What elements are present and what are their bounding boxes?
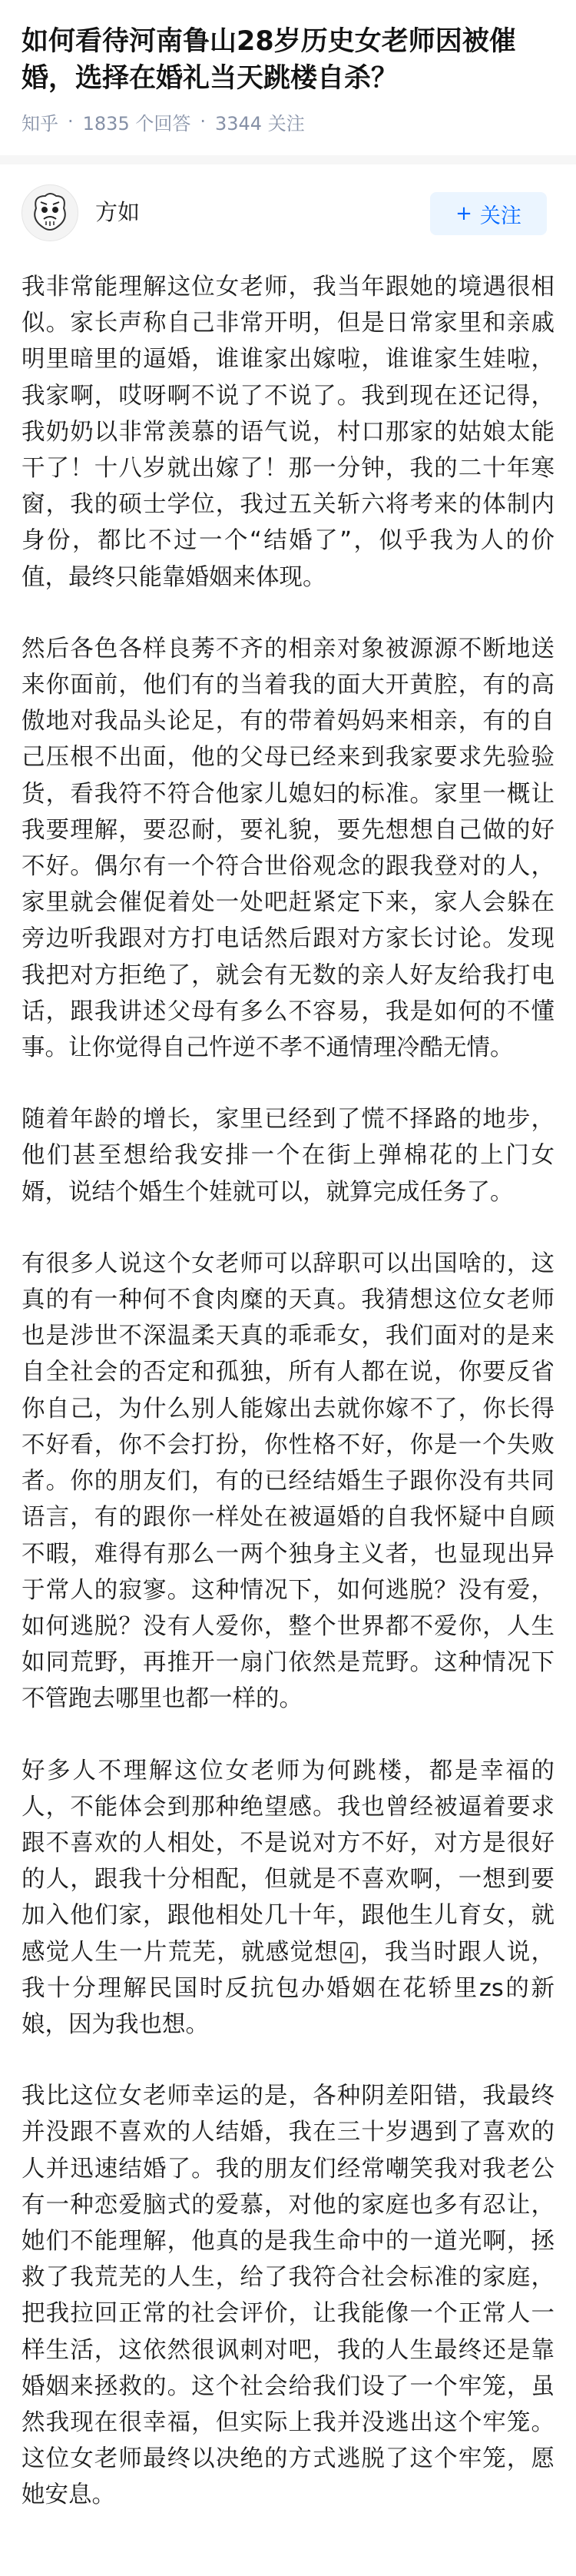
question-meta	[22, 108, 305, 135]
author-name[interactable]: 方如	[95, 199, 141, 225]
meta-separator: ·	[68, 111, 74, 132]
answer-paragraph: 随着年龄的增长，家里已经到了慌不择路的地步，他们甚至想给我安排一个在街上弹棉花的上门女婿，说结个婚生个娃就可以，就算完成任务了。	[22, 1106, 554, 1206]
avatar[interactable]	[22, 184, 78, 241]
answer-paragraph	[22, 1753, 554, 2043]
question-title[interactable]: 如何看待河南鲁山28岁历史女老师因被催婚，选择在婚礼当天跳楼自杀？	[22, 26, 516, 94]
paragraph-text: ，我当时跟人说，我十分理解民国时反抗包办婚姻在花轿里zs的新娘，因为我也想。	[22, 1938, 555, 2038]
paragraph-text: 好多人不理解这位女老师为何跳楼，都是幸福的人，不能体会到那种绝望感。我也曾经被逼着要求跟不喜欢的人相处，不是说对方不好，对方是很好的人，跟我十分相配，但就是不喜欢啊，一想到要加入他们家，跟他相处几十年，跟他生儿育女，就感觉人生一片荒芜，就感觉想	[22, 1757, 554, 1966]
reference-marker[interactable]: 4	[340, 1942, 358, 1964]
plus-icon: +	[455, 202, 472, 225]
answer-content	[22, 269, 554, 2549]
answer-paragraph: 我非常能理解这位女老师，我当年跟她的境遇很相似。家长声称自己非常开明，但是日常家里和亲戚明里暗里的逼婚，谁谁家出嫁啦，谁谁家生娃啦，我家啊，哎呀啊不说了不说了。我到现在还记得，我奶奶以非常羡慕的语气说，村口那家的姑娘太能干了！十八岁就出嫁了！那一分钟，我的二十年寒窗，我的硕士学位，我过五关斩六将考来的体制内身份，都比不过一个“结婚了”，似乎我为人的价值，最终只能靠婚姻来体现。	[22, 274, 554, 591]
bottom-spacer	[0, 2536, 576, 2576]
section-divider	[0, 155, 576, 164]
site-name[interactable]: 知乎	[22, 112, 58, 134]
follow-label: 关注	[479, 204, 521, 228]
meta-separator: ·	[200, 111, 206, 132]
answer-paragraph: 我比这位女老师幸运的是，各种阴差阳错，我最终并没跟不喜欢的人结婚，我在三十岁遇到了喜欢的人并迅速结婚了。我的朋友们经常嘲笑我对我老公有一种恋爱脑式的爱慕，对他的家庭也多有忍让，她们不能理解，他真的是我生命中的一道光啊，拯救了我荒芜的人生，给了我符合社会标准的家庭，把我拉回正常的社会评价，让我能像一个正常人一样生活，这依然很讽刺对吧，我的人生最终还是靠婚姻来拯救的。这个社会给我们设了一个牢笼，虽然我现在很幸福，但实际上我并没逃出这个牢笼。这位女老师最终以决绝的方式逃脱了这个牢笼，愿她安息。	[22, 2083, 554, 2509]
answer-paragraph: 有很多人说这个女老师可以辞职可以出国啥的，这真的有一种何不食肉糜的天真。我猜想这位女老师也是涉世不深温柔天真的乖乖女，我们面对的是来自全社会的否定和孤独，所有人都在说，你要反省你自己，为什么别人能嫁出去就你嫁不了，你长得不好看，你不会打扮，你性格不好，你是一个失败者。你的朋友们，有的已经结婚生子跟你没有共同语言，有的跟你一样处在被逼婚的自我怀疑中自顾不暇，难得有那么一两个独身主义者，也显现出异于常人的寂寥。这种情况下，如何逃脱？没有爱，如何逃脱？没有人爱你，整个世界都不爱你，人生如同荒野，再推开一扇门依然是荒野。这种情况下不管跑去哪里也都一样的。	[22, 1250, 554, 1713]
follower-count[interactable]: 3344 关注	[215, 112, 305, 134]
doodle-face-icon	[22, 185, 78, 241]
answer-count[interactable]: 1835 个回答	[82, 112, 191, 134]
answer-paragraph: 然后各色各样良莠不齐的相亲对象被源源不断地送来你面前，他们有的当着我的面大开黄腔，有的高傲地对我品头论足，有的带着妈妈来相亲，有的自己压根不出面，他的父母已经来到我家要求先验验货，看我符不符合他家儿媳妇的标准。家里一概让我要理解，要忍耐，要礼貌，要先想想自己做的好不好。偶尔有一个符合世俗观念的跟我登对的人，家里就会催促着处一处吧赶紧定下来，家人会躲在旁边听我跟对方打电话然后跟对方家长讨论。发现我把对方拒绝了，就会有无数的亲人好友给我打电话，跟我讲述父母有多么不容易，我是如何的不懂事。让你觉得自己忤逆不孝不通情理冷酷无情。	[22, 635, 554, 1062]
follow-button[interactable]	[430, 192, 547, 235]
